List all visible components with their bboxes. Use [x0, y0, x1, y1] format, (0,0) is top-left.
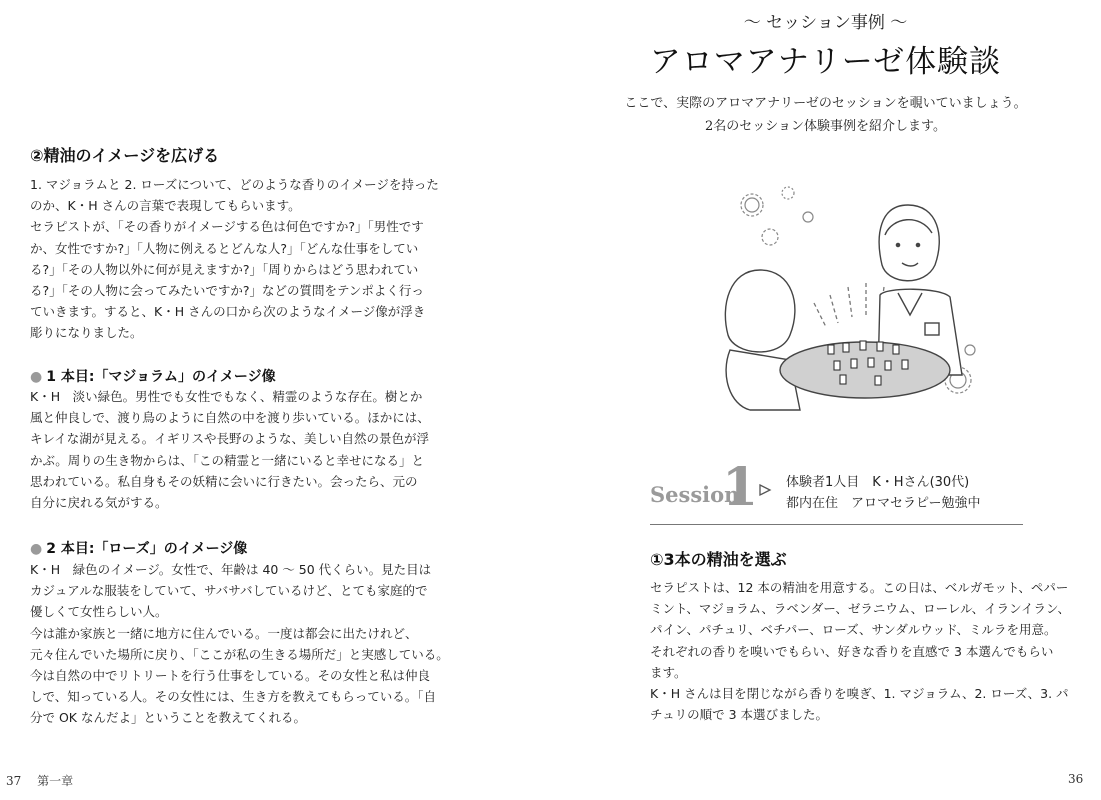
text-line: かぶ。周りの生き物からは、「この精霊と一緒にいると幸せになる」と: [30, 452, 425, 468]
session-label: Session: [650, 482, 740, 507]
text-line: 元々住んでいた場所に戻り、「ここが私の生きる場所だ」と実感している。: [30, 646, 449, 662]
left-page: [0, 0, 550, 800]
right-page: [550, 0, 1101, 800]
text-line: 思われている。私自身もその妖精に会いに行きたい。会ったら、元の: [30, 473, 418, 489]
bubble-icon: [803, 212, 813, 222]
subheading-text: 2 本目:「ローズ」のイメージ像: [46, 541, 248, 557]
text-line: パイン、パチュリ、ベチパー、ローズ、サンダルウッド、ミルラを用意。: [650, 622, 1057, 638]
text-line: ていきます。すると、K・H さんの口から次のようなイメージ像が浮き: [30, 304, 426, 320]
text-line: 2名のセッション体験事例を紹介します。: [705, 119, 946, 134]
text-line: ます。: [650, 664, 687, 680]
page-number: 37: [6, 774, 22, 788]
text-line: る?」「その人物以外に何が見えますか?」「周りからはどう思われてい: [30, 261, 419, 277]
right-heading: ①3本の精油を選ぶ: [650, 550, 787, 569]
text-line: 分で OK なんだよ」ということを教えてくれる。: [30, 710, 306, 726]
text-line: それぞれの香りを嗅いでもらい、好きな香りを直感で 3 本選んでもらい: [650, 643, 1054, 659]
oil-table-icon: [780, 341, 950, 398]
subheading-marjoram: [30, 366, 276, 386]
subheading-rose: [30, 538, 247, 558]
folio-left: [6, 772, 73, 789]
bubble-icon: [741, 194, 763, 216]
section-subtitle: 〜 セッション事例 〜: [743, 13, 908, 33]
text-line: ミント、マジョラム、ラベンダー、ゼラニウム、ローレル、イランイラン、: [650, 601, 1070, 617]
text-line: K・H さんは目を閉じながら香りを嗅ぎ、1. マジョラム、2. ローズ、3. パ: [650, 686, 1069, 702]
text-line: 今は自然の中でリトリートを行う仕事をしている。その女性と私は仲良: [30, 668, 431, 684]
bubble-icon: [782, 187, 794, 199]
session-number: 1: [722, 457, 759, 518]
text-line: 風と仲良しで、渡り鳥のように自然の中を渡り歩いている。ほかには、: [30, 410, 430, 426]
text-line: チュリの順で 3 本選びました。: [650, 707, 829, 723]
text-line: しで、知っている人。その女性には、生き方を教えてもらっている。「自: [30, 689, 437, 705]
folio-right: [1068, 772, 1083, 786]
text-line: 彫りになりました。: [30, 325, 143, 341]
left-para-3: [30, 559, 449, 729]
text-line: カジュアルな服装をしていて、サバサバしているけど、とても家庭的で: [30, 583, 428, 599]
intro-text: [550, 92, 1101, 138]
chapter-label: 第一章: [37, 774, 74, 788]
divider: [650, 524, 1023, 525]
bullet-icon: ●: [30, 541, 43, 557]
page-number: 36: [1068, 772, 1084, 786]
left-para-1: [30, 174, 439, 344]
bubble-icon: [965, 345, 975, 355]
text-line: 優しくて女性らしい人。: [30, 604, 168, 620]
text-line: 自分に戻れる気がする。: [30, 495, 168, 511]
aroma-lines-icon: [814, 283, 884, 327]
text-line: る?」「その人物に会ってみたいですか?」などの質問をテンポよく行っ: [30, 283, 424, 299]
text-line: か、女性ですか?」「人物に例えるとどんな人?」「どんな仕事をしてい: [30, 240, 419, 256]
participant-profile: [786, 472, 980, 514]
session-illustration: [710, 175, 980, 415]
text-line: セラピストが、「その香りがイメージする色は何色ですか?」「男性です: [30, 219, 424, 235]
client-person-icon: [725, 270, 800, 410]
text-line: 1. マジョラムと 2. ローズについて、どのような香りのイメージを持った: [30, 177, 439, 192]
bubble-icon: [762, 229, 778, 245]
left-heading: ②精油のイメージを広げる: [30, 146, 220, 165]
text-line: セラピストは、12 本の精油を用意する。この日は、ベルガモット、ペパー: [650, 580, 1069, 595]
page-title: アロマアナリーゼ体験談: [649, 44, 1002, 80]
right-para: [650, 577, 1070, 725]
text-line: 都内在住 アロマセラピー勉強中: [786, 496, 981, 511]
text-line: ここで、実際のアロマアナリーゼのセッションを覗いていましょう。: [624, 96, 1027, 111]
text-line: 体験者1人目 K・Hさん(30代): [786, 475, 970, 490]
text-line: のか、K・H さんの言葉で表現してもらいます。: [30, 198, 301, 214]
subheading-text: 1 本目:「マジョラム」のイメージ像: [46, 369, 276, 385]
bubble-icon: [745, 198, 759, 212]
text-line: K・H 緑色のイメージ。女性で、年齢は 40 〜 50 代くらい。見た目は: [30, 562, 432, 577]
text-line: K・H 淡い緑色。男性でも女性でもなく、精霊のような存在。樹とか: [30, 389, 423, 404]
triangle-right-icon: [758, 483, 772, 497]
text-line: 今は誰か家族と一緒に地方に住んでいる。一度は都会に出たけれど、: [30, 625, 418, 641]
left-para-2: [30, 386, 430, 513]
bullet-icon: ●: [30, 369, 43, 385]
text-line: キレイな湖が見える。イギリスや長野のような、美しい自然の景色が浮: [30, 431, 430, 447]
